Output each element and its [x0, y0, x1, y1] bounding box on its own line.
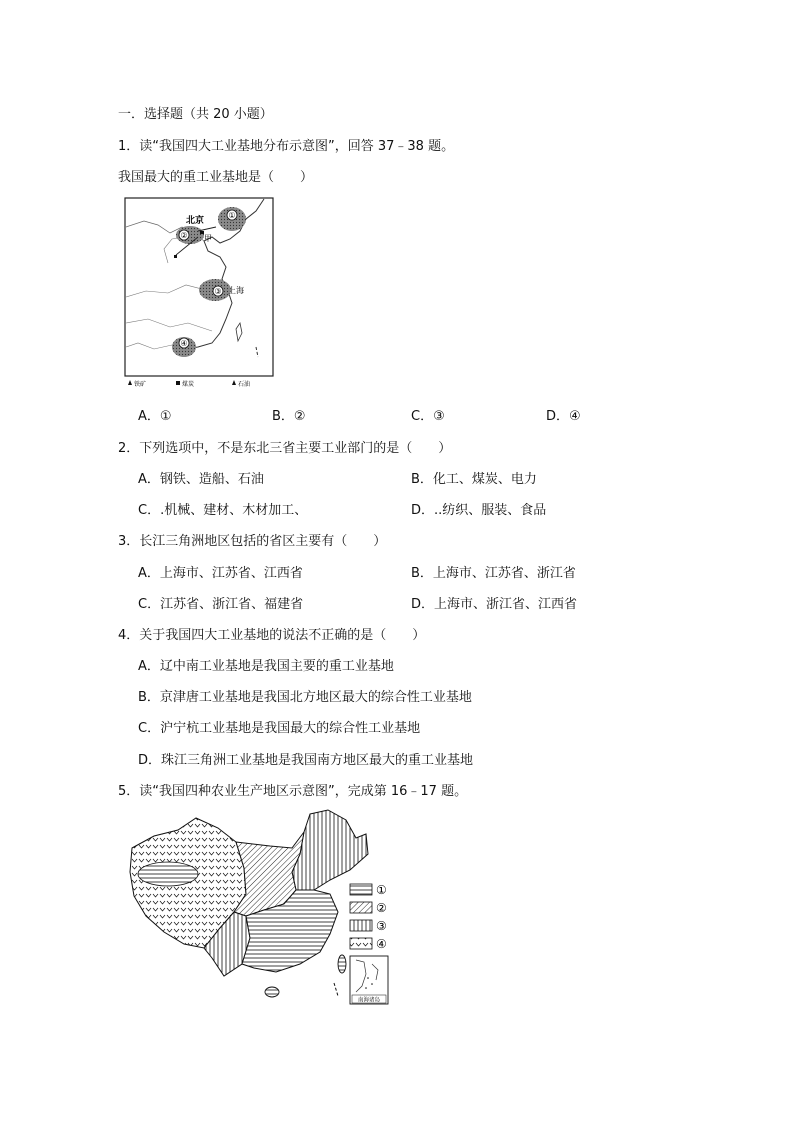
q4-option-d[interactable]: D．珠江三角洲工业基地是我国南方地区最大的重工业基地 — [138, 753, 474, 768]
map1-label-shanghai: 上海 — [228, 286, 244, 295]
section-title: 一．选择题（共 20 小题） — [118, 107, 273, 122]
inset-caption: 南海诸岛 — [357, 997, 381, 1004]
industrial-base-map-svg — [124, 197, 274, 389]
map2-legend-1: ① — [376, 883, 387, 897]
question-4-stem: 4．关于我国四大工业基地的说法不正确的是（ ） — [118, 628, 426, 643]
q2-option-d[interactable]: D．..纺织、服装、食品 — [411, 503, 547, 518]
map2-legend-4: ④ — [376, 937, 387, 951]
q3-option-a[interactable]: A．上海市、江苏省、江西省 — [138, 566, 303, 581]
question-2-stem: 2．下列选项中，不是东北三省主要工业部门的是（ ） — [118, 441, 452, 456]
q1-option-a[interactable]: A．① — [138, 409, 172, 424]
map1-label-jia: 甲 — [204, 234, 212, 243]
q2-option-a[interactable]: A．钢铁、造船、石油 — [138, 472, 264, 487]
q4-option-c[interactable]: C．沪宁杭工业基地是我国最大的综合性工业基地 — [138, 721, 421, 736]
map1-label-beijing: 北京 — [186, 216, 205, 226]
question-1-stem: 1．读“我国四大工业基地分布示意图”，回答 37﹣38 题。 — [118, 139, 455, 154]
map2-legend-3: ③ — [376, 919, 387, 933]
q1-option-b[interactable]: B．② — [272, 409, 306, 424]
q3-option-b[interactable]: B．上海市、江苏省、浙江省 — [411, 566, 576, 581]
q3-option-d[interactable]: D．上海市、浙江省、江西省 — [411, 597, 578, 612]
map1-marker-3: ③ — [214, 287, 222, 296]
q2-option-b[interactable]: B．化工、煤炭、电力 — [411, 472, 537, 487]
q4-option-b[interactable]: B．京津唐工业基地是我国北方地区最大的综合性工业基地 — [138, 690, 472, 705]
industrial-base-map — [124, 197, 274, 389]
legend-coal: 煤炭 — [182, 381, 195, 388]
map1-marker-1: ① — [228, 211, 236, 220]
map2-legend-2: ② — [376, 901, 387, 915]
map1-marker-2: ② — [180, 231, 188, 240]
q3-option-c[interactable]: C．江苏省、浙江省、福建省 — [138, 597, 304, 612]
map1-marker-4: ④ — [180, 339, 188, 348]
question-3-stem: 3．长江三角洲地区包括的省区主要有（ ） — [118, 534, 387, 549]
question-1-text: 我国最大的重工业基地是（ ） — [118, 170, 314, 185]
q4-option-a[interactable]: A．辽中南工业基地是我国主要的重工业基地 — [138, 659, 394, 674]
agriculture-region-map — [124, 808, 400, 1008]
legend-iron: 铁矿 — [134, 381, 147, 388]
question-5-stem: 5．读“我国四种农业生产地区示意图”，完成第 16﹣17 题。 — [118, 784, 468, 799]
q1-option-d[interactable]: D．④ — [546, 409, 581, 424]
q1-option-c[interactable]: C．③ — [411, 409, 445, 424]
q2-option-c[interactable]: C．.机械、建材、木材加工、 — [138, 503, 308, 518]
agriculture-region-map-svg — [124, 808, 400, 1008]
legend-oil: 石油 — [238, 381, 251, 388]
